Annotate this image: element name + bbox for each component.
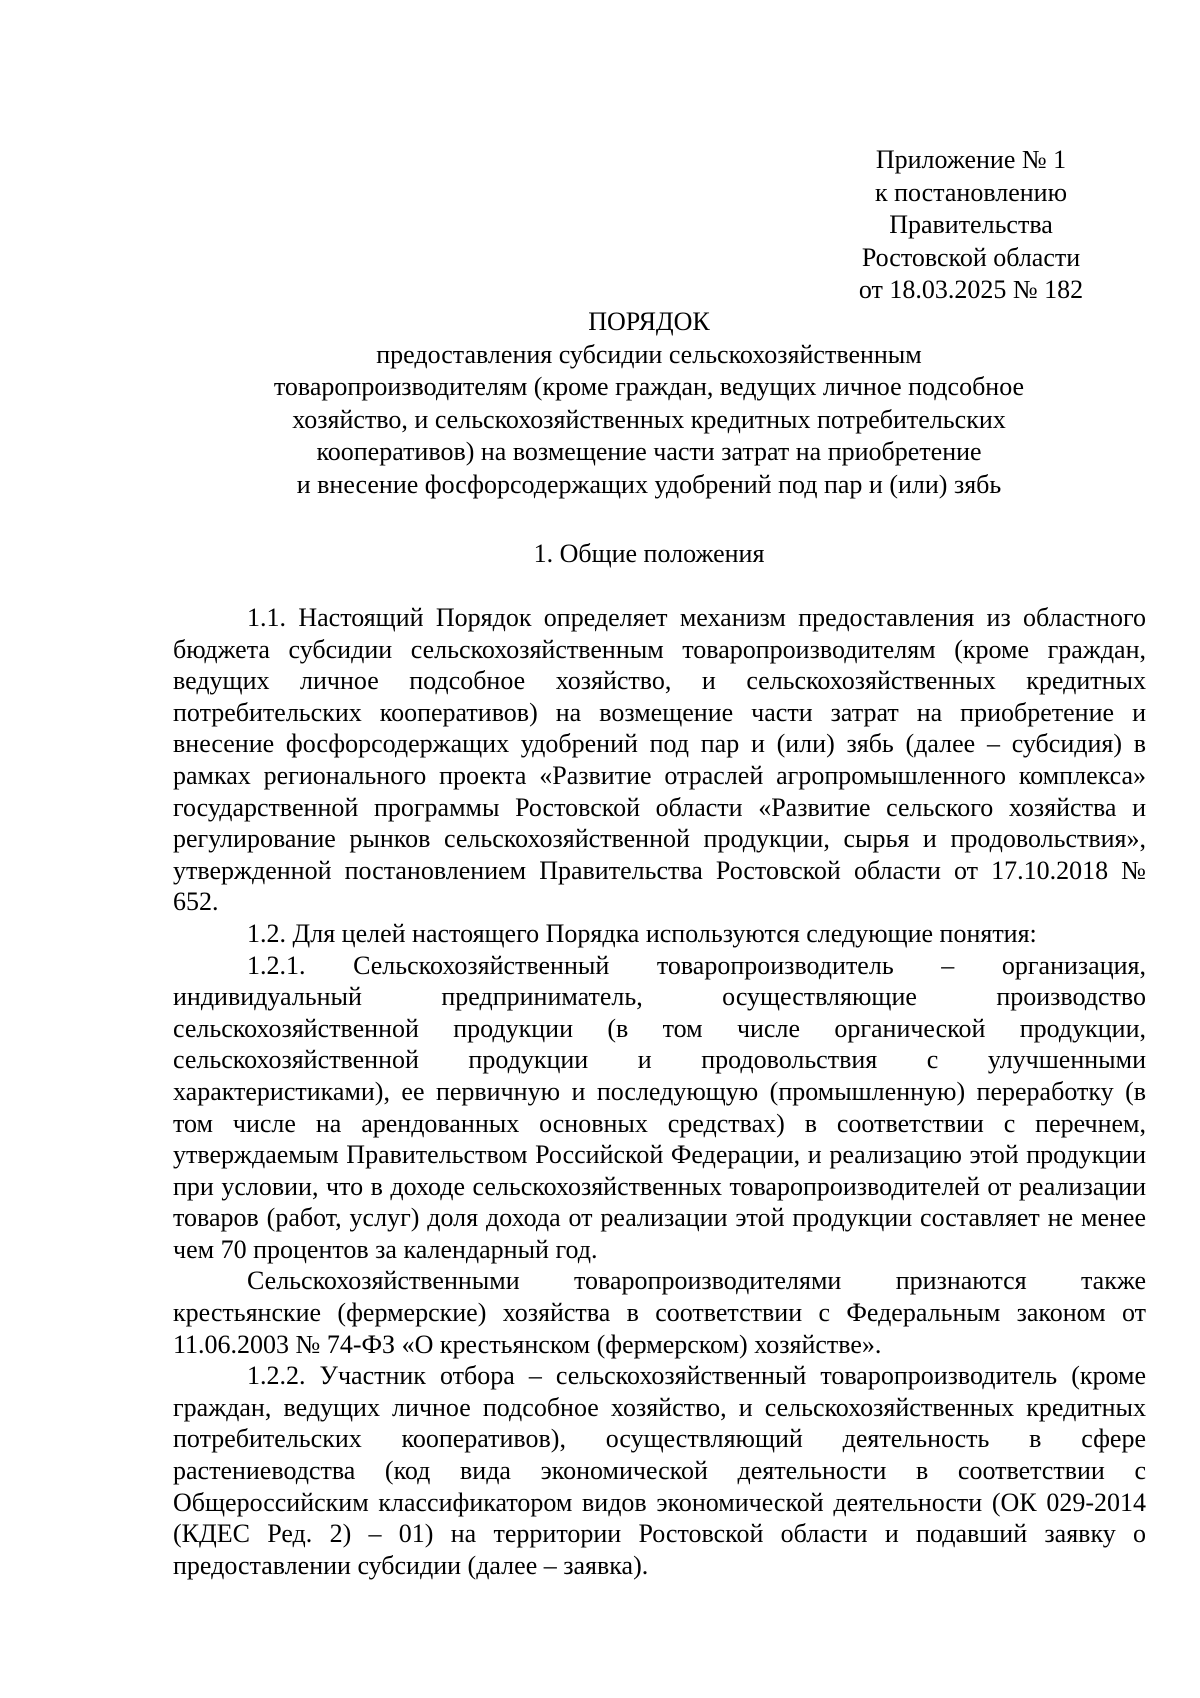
- appendix-ref: к постановлению: [874, 177, 1068, 207]
- appendix-authority: Правительства: [889, 210, 1053, 239]
- appendix-date-number: от 18.03.2025 № 182: [858, 275, 1084, 304]
- body-text: [173, 602, 1146, 1581]
- title-line-3: хозяйство, и сельскохозяйственных кредитных потребительских: [292, 404, 1006, 434]
- paragraph-1-2: 1.2. Для целей настоящего Порядка используются следующие понятия:: [247, 918, 1037, 948]
- paragraph-farm-note: Сельскохозяйственными товаропроизводителями признаются также крестьянские (фермерские) хозяйства в соответствии с Федеральным законом от 11.06.2003 № 74-ФЗ «О крестьянском (фермерском) хозяйстве».: [173, 1266, 1146, 1359]
- section-heading: 1. Общие положения: [533, 539, 765, 568]
- title-line-4: кооперативов) на возмещение части затрат на приобретение: [316, 437, 982, 466]
- title-heading: ПОРЯДОК: [588, 307, 710, 336]
- paragraph-1-1: 1.1. Настоящий Порядок определяет механизм предоставления из областного бюджета субсидии сельскохозяйственным товаропроизводителям (кроме граждан, ведущих личное подсобное хозяйство, и сельскохозяйственных кредитных потребительских кооперативов) на возмещение части затрат на приобретение и внесение фосфорсодержащих удобрений под пар и (или) зябь (далее – субсидия) в рамках регионального проекта «Развитие отраслей агропромышленного комплекса» государственной программы Ростовской области «Развитие сельского хозяйства и регулирование рынков сельскохозяйственной продукции, сырья и продовольствия», утвержденной постановлением Правительства Ростовской области от 17.10.2018 № 652.: [173, 603, 1146, 917]
- appendix-number: Приложение № 1: [875, 145, 1067, 174]
- document-title: [170, 306, 1128, 501]
- paragraph-1-2-1: 1.2.1. Сельскохозяйственный товаропроизводитель – организация, индивидуальный предприниматель, осуществляющие производство сельскохозяйственной продукции (в том числе органической продукции, сельскохозяйственной продукции и продовольствия с улучшенными характеристиками), ее первичную и последующую (промышленную) переработку (в том числе на арендованных основных средствах) в соответствии с перечнем, утверждаемым Правительством Российской Федерации, и реализацию этой продукции при условии, что в доходе сельскохозяйственных товаропроизводителей от реализации товаров (работ, услуг) доля дохода от реализации этой продукции составляет не менее чем 70 процентов за календарный год.: [173, 950, 1146, 1264]
- appendix-region: Ростовской области: [861, 242, 1081, 272]
- appendix-block: [826, 144, 1116, 307]
- title-line-2: товаропроизводителям (кроме граждан, ведущих личное подсобное: [273, 372, 1025, 401]
- title-line-1: предоставления субсидии сельскохозяйственным: [376, 339, 922, 369]
- title-line-5: и внесение фосфорсодержащих удобрений под пар и (или) зябь: [296, 469, 1002, 499]
- paragraph-1-2-2: 1.2.2. Участник отбора – сельскохозяйственный товаропроизводитель (кроме граждан, ведущих личное подсобное хозяйство, и сельскохозяйственных кредитных потребительских кооперативов), осуществляющий деятельность в сфере растениеводства (код вида экономической деятельности в соответствии с Общероссийским классификатором видов экономической деятельности (ОК 029-2014 (КДЕС Ред. 2) – 01) на территории Ростовской области и подавший заявку о предоставлении субсидии (далее – заявка).: [173, 1361, 1146, 1580]
